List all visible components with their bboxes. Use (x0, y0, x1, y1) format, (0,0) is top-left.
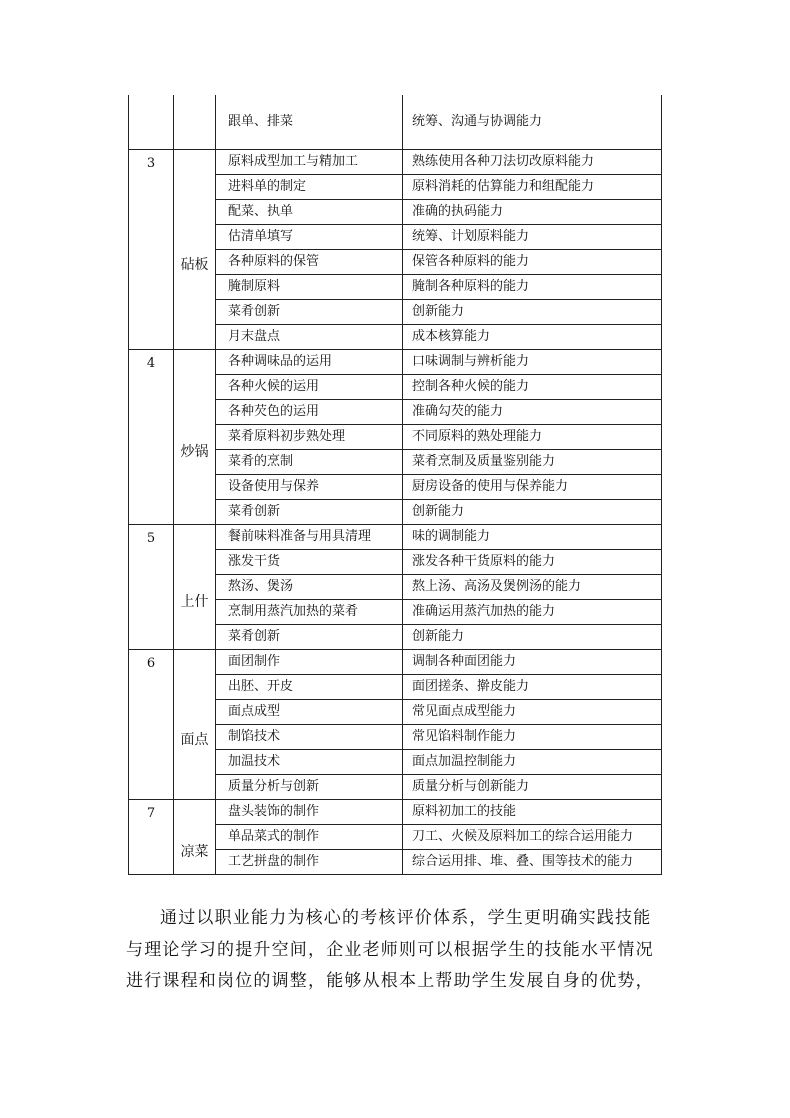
task-cell: 各种原料的保管 (216, 250, 403, 275)
ability-cell: 常见馅料制作能力 (403, 725, 662, 750)
task-cell: 设备使用与保养 (216, 475, 403, 500)
ability-cell: 统筹、计划原料能力 (403, 225, 662, 250)
position-cell: 上什 (174, 525, 216, 650)
ability-cell: 保管各种原料的能力 (403, 250, 662, 275)
ability-cell: 刀工、火候及原料加工的综合运用能力 (403, 825, 662, 850)
table-row (129, 350, 662, 375)
position-cell: 面点 (174, 650, 216, 800)
paragraph-line: 进行课程和岗位的调整，能够从根本上帮助学生发展自身的优势， (126, 971, 654, 991)
body-paragraph (126, 903, 666, 998)
paragraph-line: 通过以职业能力为核心的考核评价体系，学生更明确实践技能 (160, 908, 652, 928)
ability-cell: 统筹、沟通与协调能力 (403, 95, 662, 150)
position-cell: 凉菜 (174, 800, 216, 875)
task-cell: 跟单、排菜 (216, 95, 403, 150)
row-number (129, 95, 174, 150)
row-number: 5 (129, 525, 174, 650)
ability-cell: 调制各种面团能力 (403, 650, 662, 675)
ability-cell: 创新能力 (403, 500, 662, 525)
position-cell: 砧板 (174, 150, 216, 350)
ability-cell: 质量分析与创新能力 (403, 775, 662, 800)
table-row (129, 800, 662, 825)
task-cell: 原料成型加工与精加工 (216, 150, 403, 175)
task-cell: 腌制原料 (216, 275, 403, 300)
task-cell: 月末盘点 (216, 325, 403, 350)
task-cell: 各种芡色的运用 (216, 400, 403, 425)
task-cell: 面团制作 (216, 650, 403, 675)
ability-cell: 创新能力 (403, 300, 662, 325)
ability-cell: 厨房设备的使用与保养能力 (403, 475, 662, 500)
task-cell: 餐前味料准备与用具清理 (216, 525, 403, 550)
ability-cell: 腌制各种原料的能力 (403, 275, 662, 300)
ability-cell: 面团搓条、擀皮能力 (403, 675, 662, 700)
ability-cell: 控制各种火候的能力 (403, 375, 662, 400)
task-cell: 估清单填写 (216, 225, 403, 250)
ability-cell: 原料初加工的技能 (403, 800, 662, 825)
task-cell: 菜肴创新 (216, 500, 403, 525)
task-cell: 各种调味品的运用 (216, 350, 403, 375)
task-cell: 菜肴的烹制 (216, 450, 403, 475)
position-cell: 炒锅 (174, 350, 216, 525)
row-number: 7 (129, 800, 174, 875)
task-cell: 涨发干货 (216, 550, 403, 575)
task-cell: 出胚、开皮 (216, 675, 403, 700)
task-cell: 制馅技术 (216, 725, 403, 750)
ability-cell: 涨发各种干货原料的能力 (403, 550, 662, 575)
ability-cell: 面点加温控制能力 (403, 750, 662, 775)
ability-cell: 常见面点成型能力 (403, 700, 662, 725)
ability-cell: 准确勾芡的能力 (403, 400, 662, 425)
competency-table (128, 95, 662, 875)
task-cell: 质量分析与创新 (216, 775, 403, 800)
task-cell: 盘头装饰的制作 (216, 800, 403, 825)
position-cell (174, 95, 216, 150)
task-cell: 进料单的制定 (216, 175, 403, 200)
ability-cell: 不同原料的熟处理能力 (403, 425, 662, 450)
row-number: 6 (129, 650, 174, 800)
table-row (129, 150, 662, 175)
task-cell: 工艺拼盘的制作 (216, 850, 403, 875)
ability-cell: 口味调制与辨析能力 (403, 350, 662, 375)
task-cell: 配菜、执单 (216, 200, 403, 225)
task-cell: 熬汤、煲汤 (216, 575, 403, 600)
ability-cell: 成本核算能力 (403, 325, 662, 350)
task-cell: 加温技术 (216, 750, 403, 775)
ability-cell: 创新能力 (403, 625, 662, 650)
paragraph-line: 与理论学习的提升空间，企业老师则可以根据学生的技能水平情况 (126, 939, 654, 960)
table-row (129, 650, 662, 675)
table-row (129, 95, 662, 150)
ability-cell: 准确运用蒸汽加热的能力 (403, 600, 662, 625)
task-cell: 面点成型 (216, 700, 403, 725)
ability-cell: 熬上汤、高汤及煲例汤的能力 (403, 575, 662, 600)
ability-cell: 综合运用排、堆、叠、围等技术的能力 (403, 850, 662, 875)
task-cell: 单品菜式的制作 (216, 825, 403, 850)
task-cell: 菜肴创新 (216, 300, 403, 325)
ability-cell: 准确的执码能力 (403, 200, 662, 225)
table-row (129, 525, 662, 550)
task-cell: 菜肴创新 (216, 625, 403, 650)
row-number: 3 (129, 150, 174, 350)
task-cell: 烹制用蒸汽加热的菜肴 (216, 600, 403, 625)
ability-cell: 菜肴烹制及质量鉴别能力 (403, 450, 662, 475)
ability-cell: 熟练使用各种刀法切改原料能力 (403, 150, 662, 175)
row-number: 4 (129, 350, 174, 525)
task-cell: 各种火候的运用 (216, 375, 403, 400)
ability-cell: 原料消耗的估算能力和组配能力 (403, 175, 662, 200)
ability-cell: 味的调制能力 (403, 525, 662, 550)
task-cell: 菜肴原料初步熟处理 (216, 425, 403, 450)
